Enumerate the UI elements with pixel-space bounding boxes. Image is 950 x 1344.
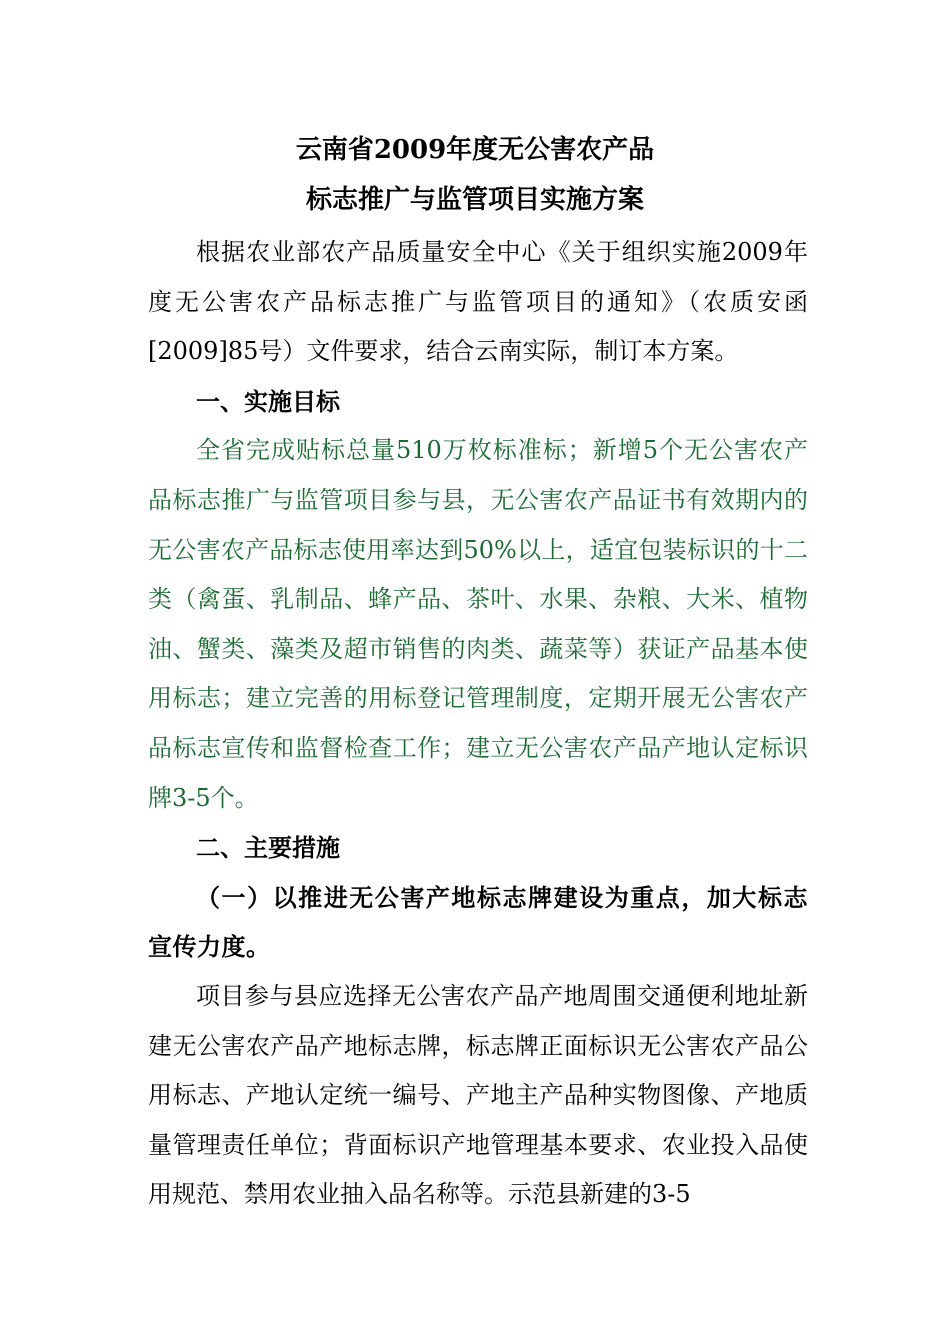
document-body [148,228,808,1220]
section-heading-measures: 二、主要措施 [196,833,340,863]
goals-paragraph: 全省完成贴标总量510万枚标准标；新增5个无公害农产品标志推广与监管项目参与县，无公害农产品证书有效期内的无公害农产品标志使用率达到50%以上，适宜包装标识的十二类（禽蛋、乳制品、蜂产品、茶叶、水果、杂粮、大米、植物油、蟹类、藻类及超市销售的肉类、蔬菜等）获证产品基本使用标志；建立完善的用标登记管理制度，定期开展无公害农产品标志宣传和监督检查工作；建立无公害农产品产地认定标识牌3-5个。 [148,436,808,812]
intro-paragraph: 根据农业部农产品质量安全中心《关于组织实施2009年度无公害农产品标志推广与监管项目的通知》（农质安函[2009]85号）文件要求，结合云南实际，制订本方案。 [148,238,808,366]
section-heading-goals: 一、实施目标 [196,386,340,416]
signboards-paragraph: 项目参与县应选择无公害农产品产地周围交通便利地址新建无公害农产品产地标志牌，标志牌正面标识无公害农产品公用标志、产地认定统一编号、产地主产品种实物图像、产地质量管理责任单位；背面标识产地管理基本要求、农业投入品使用规范、禁用农业抽入品名称等。示范县新建的3-5 [148,981,808,1209]
document-title-line-1: 云南省2009年度无公害农产品 [295,135,655,165]
subsection-heading-signboards: （一）以推进无公害产地标志牌建设为重点，加大标志宣传力度。 [148,882,808,962]
document-title-line-2: 标志推广与监管项目实施方案 [305,185,644,215]
